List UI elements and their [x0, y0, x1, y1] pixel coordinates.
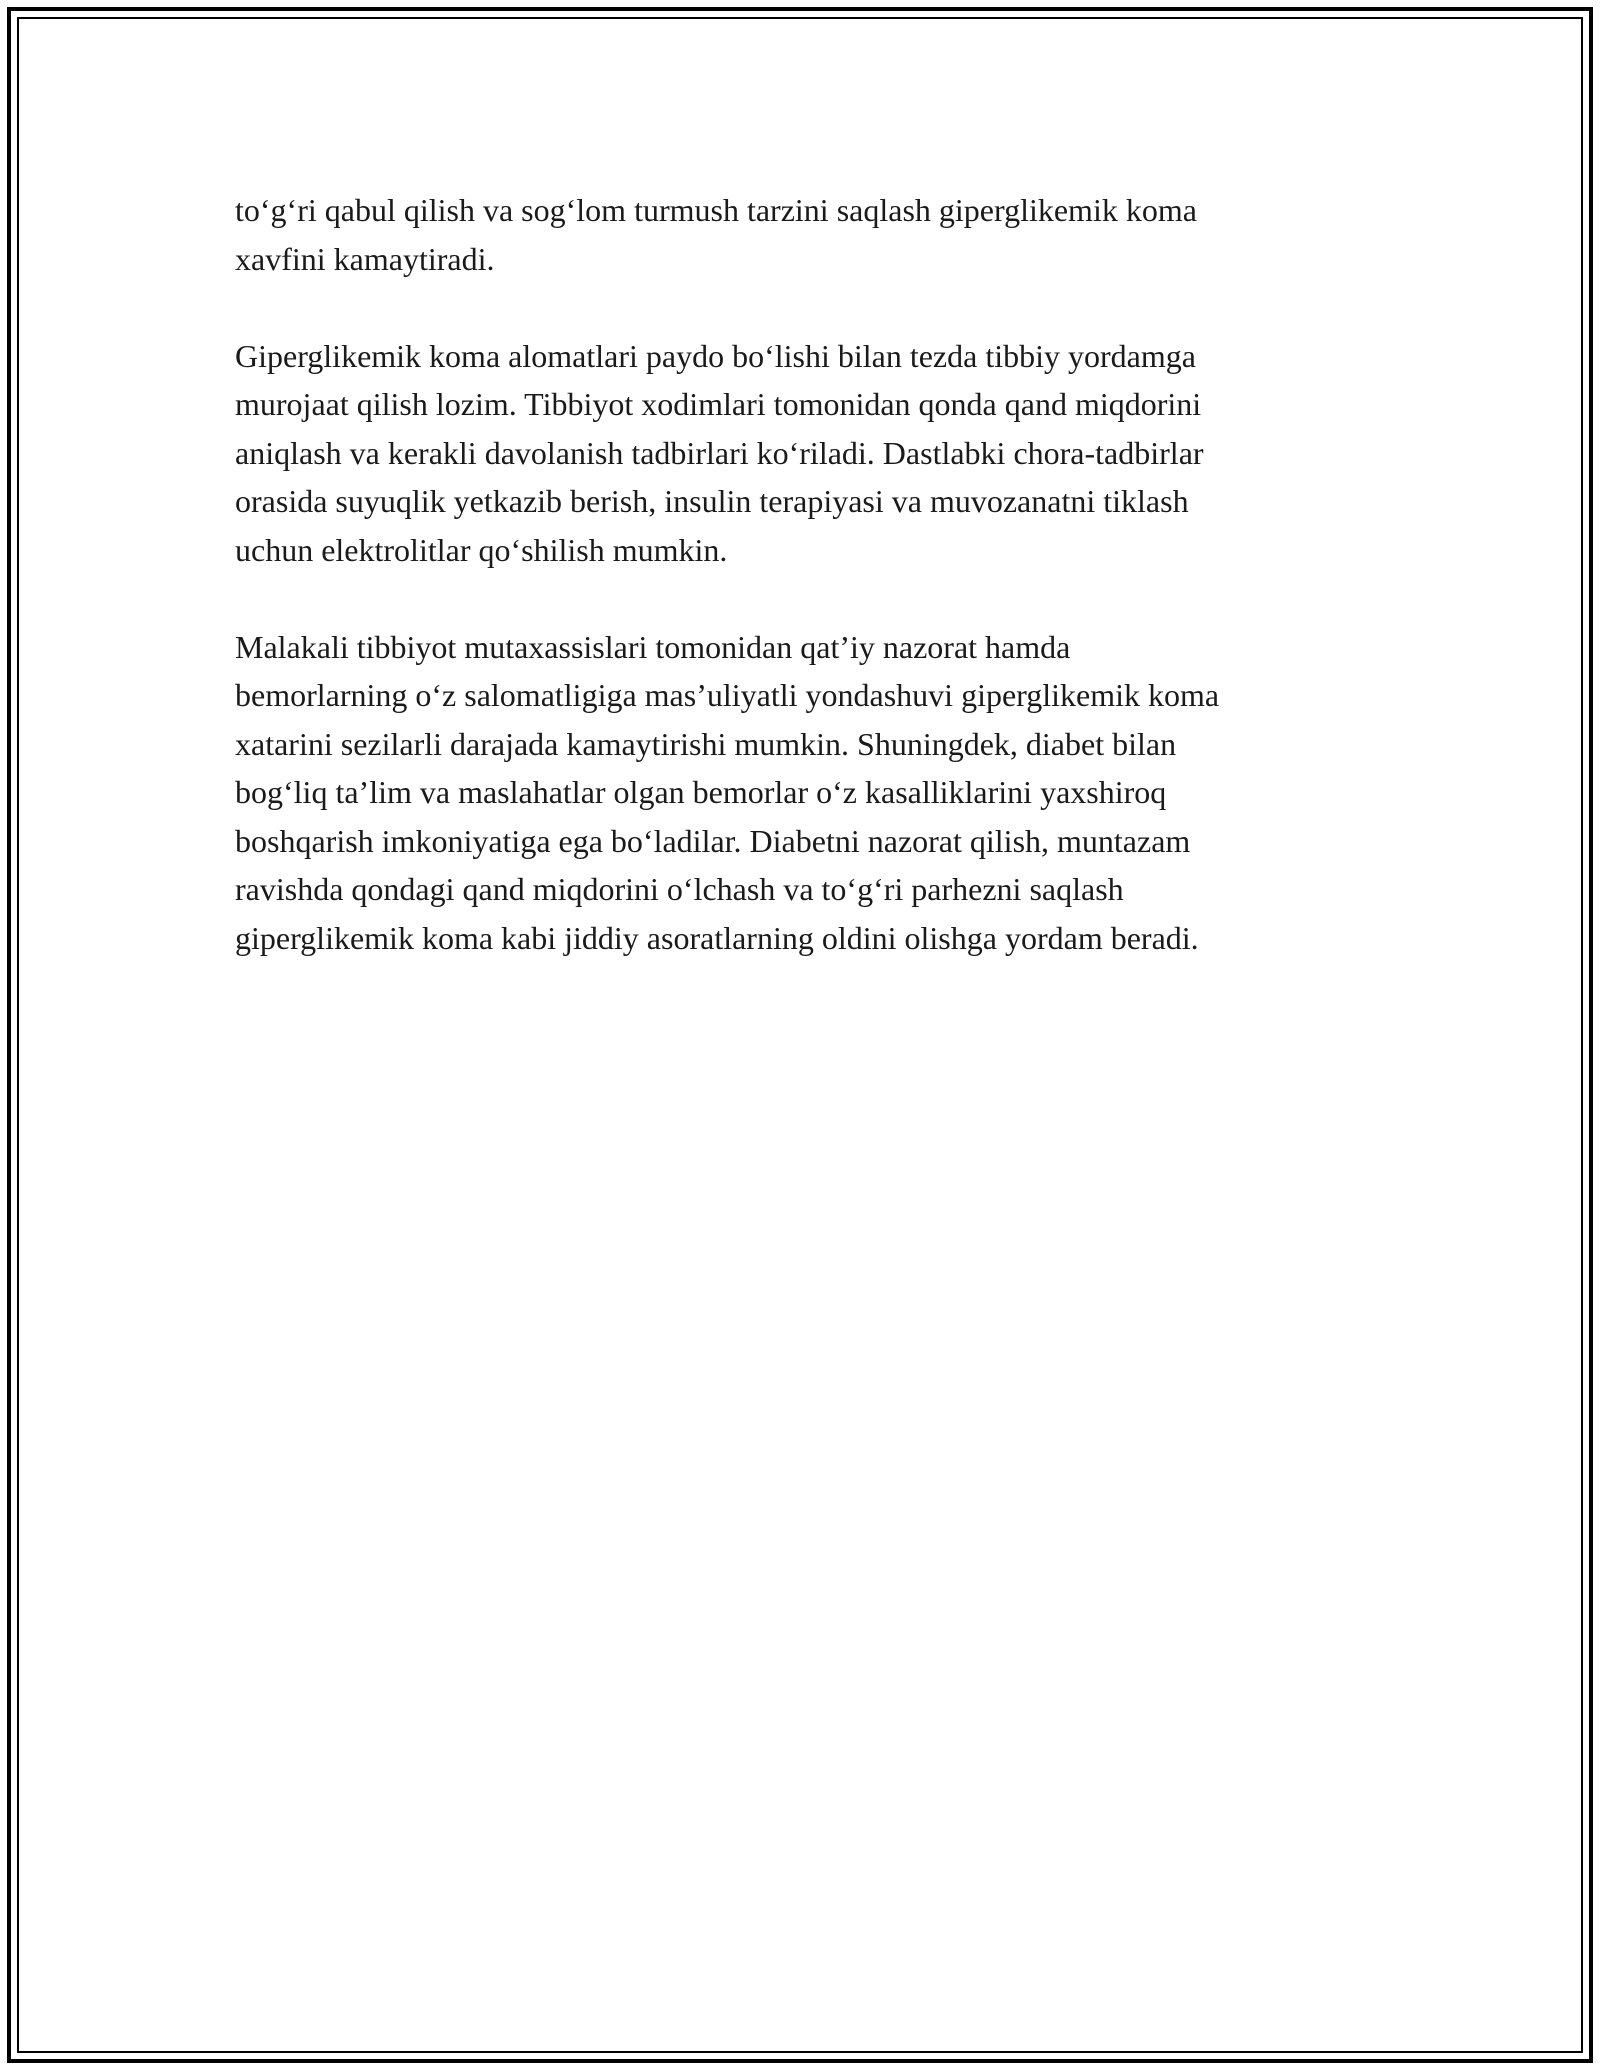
text-line: orasida suyuqlik yetkazib berish, insulin terapiyasi va muvozanatni tiklash: [235, 483, 1189, 519]
text-line: Giperglikemik koma alomatlari paydo bo‘lishi bilan tezda tibbiy yordamga: [235, 337, 1196, 374]
text-line: boshqarish imkoniyatiga ega bo‘ladilar. Diabetni nazorat qilish, muntazam: [235, 822, 1191, 859]
paragraph-3: [235, 623, 1385, 963]
text-line: bemorlarning o‘z salomatligiga mas’uliyatli yondashuvi giperglikemik koma: [235, 677, 1220, 713]
text-line: aniqlash va kerakli davolanish tadbirlari ko‘riladi. Dastlabki chora-tadbirlar: [235, 434, 1204, 471]
text-line: giperglikemik koma kabi jiddiy asoratlarning oldini olishga yordam beradi.: [235, 919, 1199, 956]
text-line: Malakali tibbiyot mutaxassislari tomonidan qat’iy nazorat hamda: [235, 628, 1071, 665]
document-body: [235, 186, 1385, 1011]
text-line: bog‘liq ta’lim va maslahatlar olgan bemorlar o‘z kasalliklarini yaxshiroq: [235, 774, 1167, 810]
text-line: xavfini kamaytiradi.: [235, 240, 495, 277]
text-line: to‘g‘ri qabul qilish va sog‘lom turmush tarzini saqlash giperglikemik koma: [235, 192, 1197, 228]
text-line: uchun elektrolitlar qo‘shilish mumkin.: [235, 531, 728, 568]
text-line: ravishda qondagi qand miqdorini o‘lchash va to‘g‘ri parhezni saqlash: [235, 871, 1124, 907]
paragraph-2: [235, 332, 1385, 575]
text-line: murojaat qilish lozim. Tibbiyot xodimlari tomonidan qonda qand miqdorini: [235, 386, 1202, 422]
text-line: xatarini sezilarli darajada kamaytirishi mumkin. Shuningdek, diabet bilan: [235, 725, 1177, 762]
paragraph-1: [235, 186, 1385, 283]
